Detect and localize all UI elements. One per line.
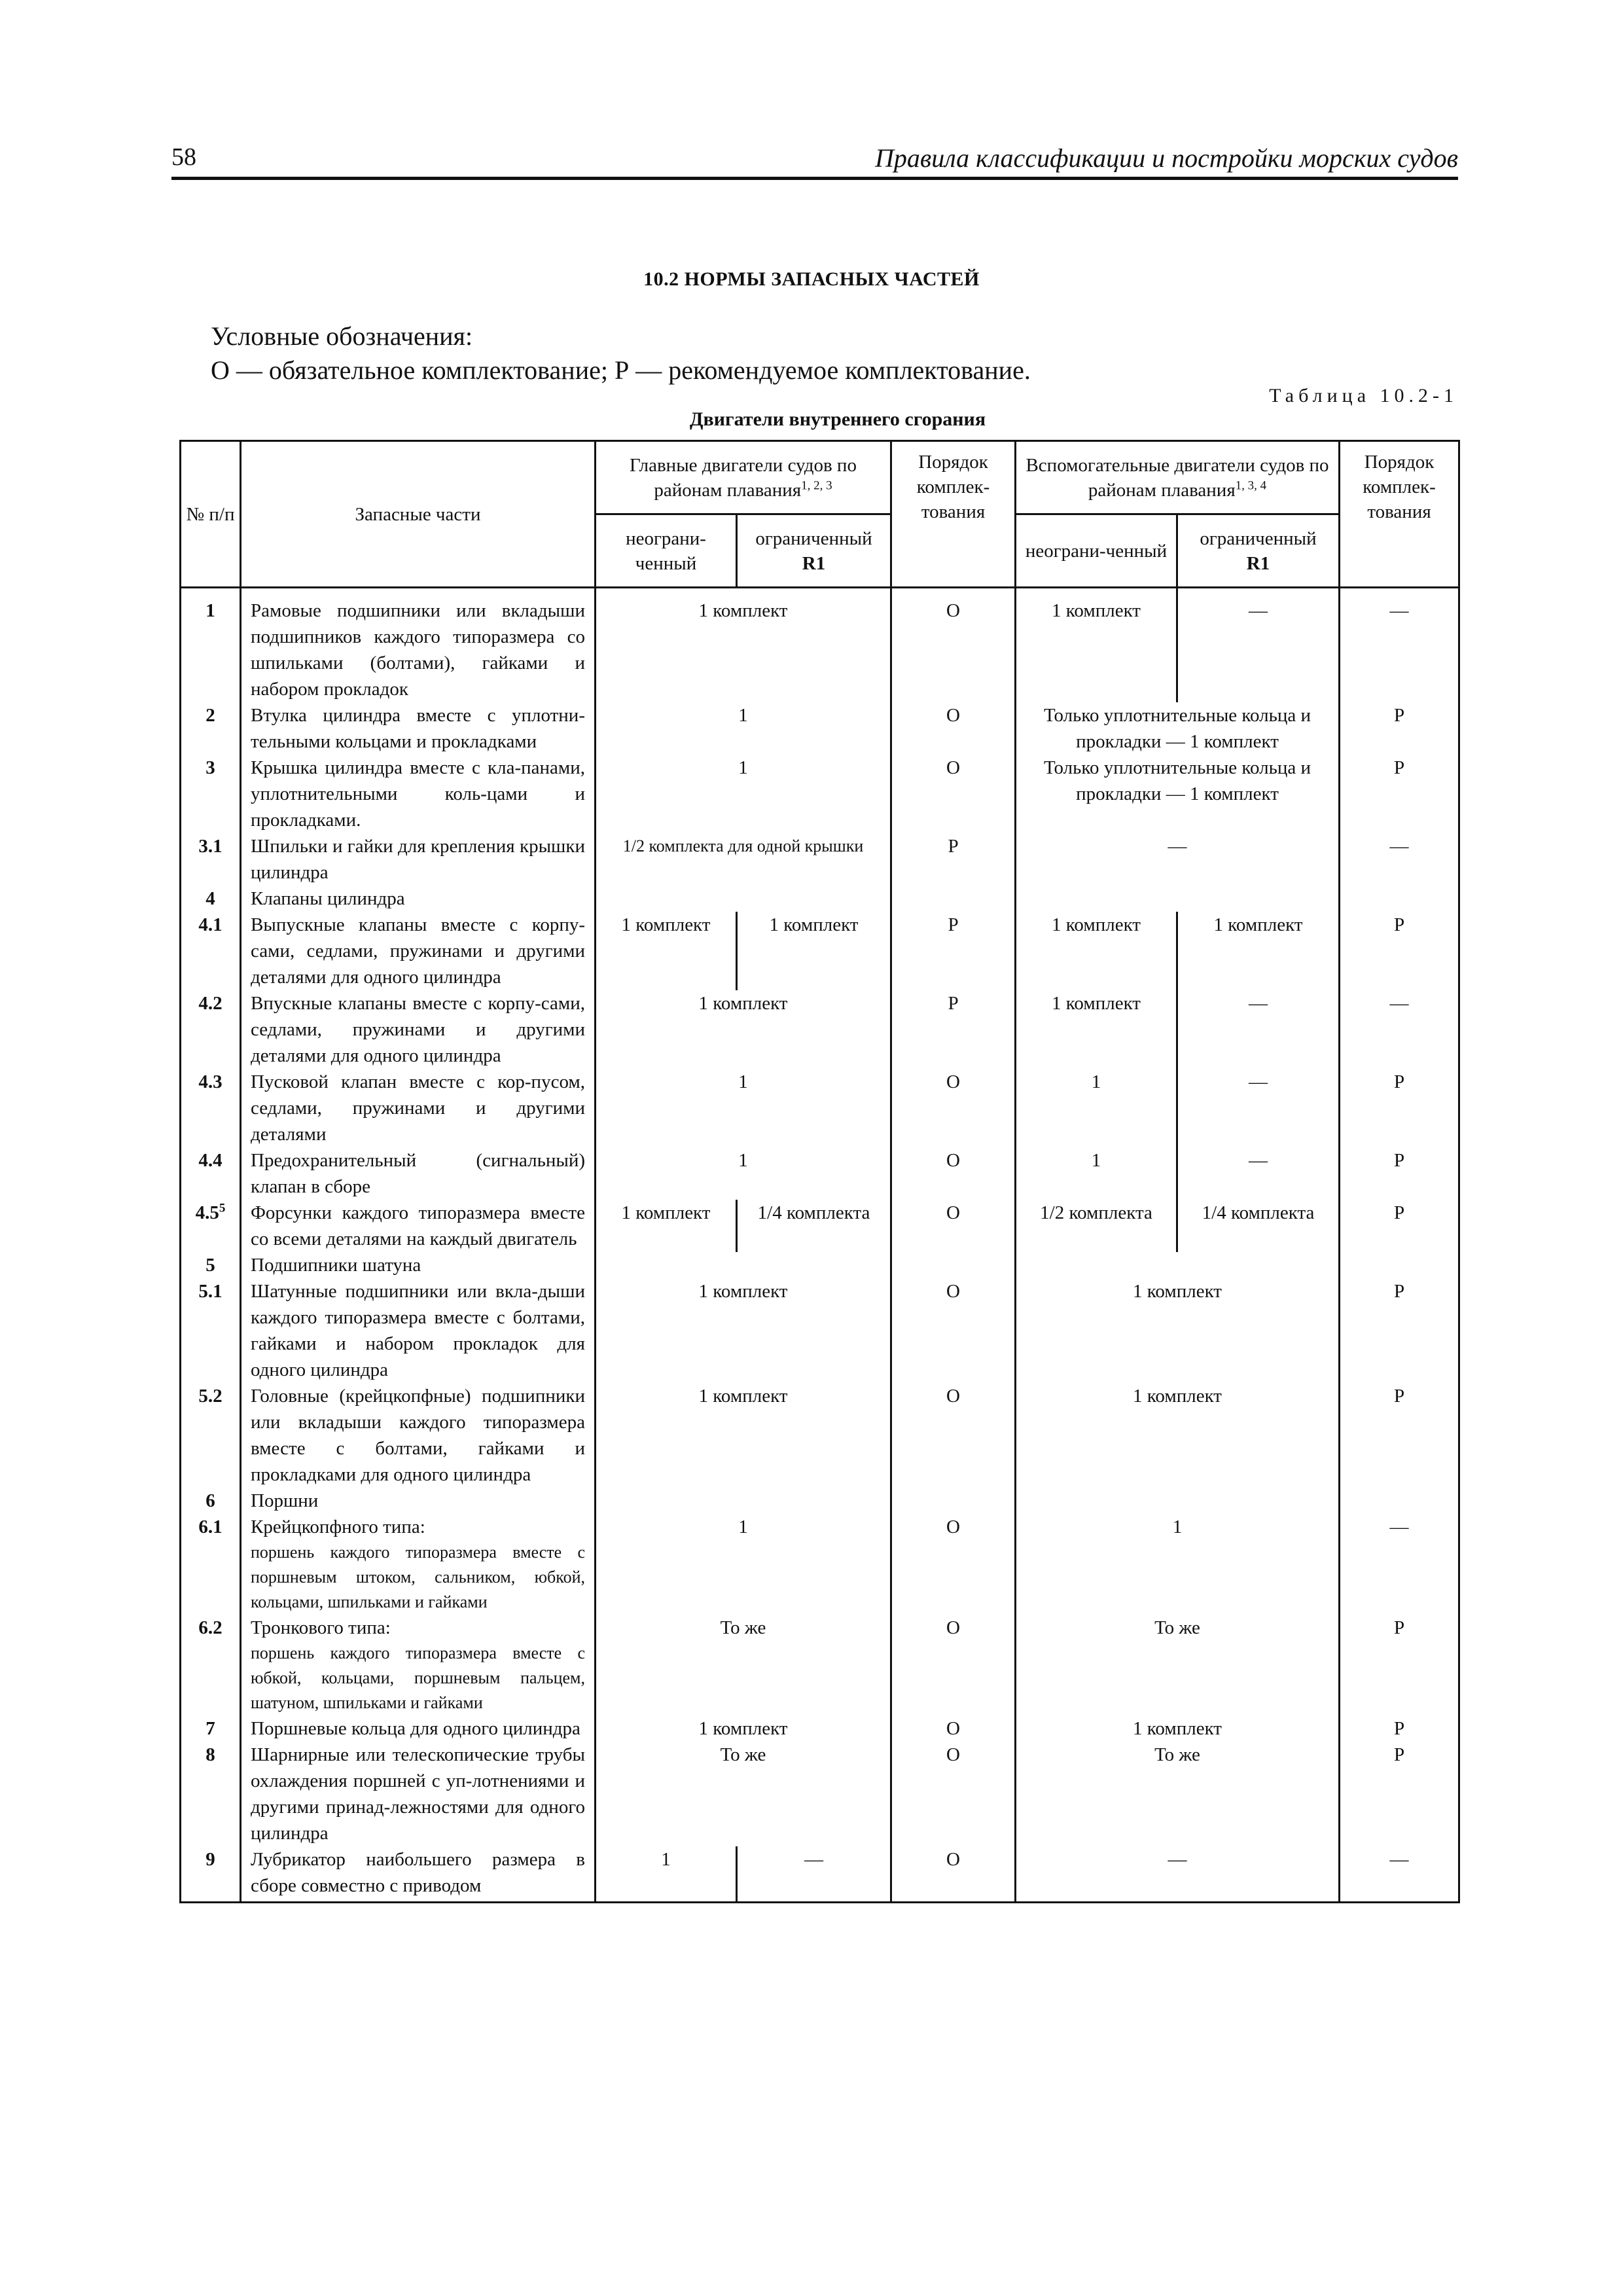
aux-engines-cell: [1016, 886, 1340, 912]
row-number: [181, 1200, 241, 1252]
section-title: 10.2 НОРМЫ ЗАПАСНЫХ ЧАСТЕЙ: [643, 268, 980, 290]
table-row: [181, 833, 1459, 886]
legend-heading: Условные обозначения:: [211, 321, 473, 351]
row-number-text: 6: [205, 1490, 215, 1511]
part-name-text: Тронкового типа:: [251, 1617, 391, 1638]
order-aux-cell: Р: [1340, 1200, 1459, 1252]
aux-engines-cell: 1: [1016, 1514, 1340, 1615]
row-number-text: 3.1: [198, 836, 223, 857]
row-number-text: 4.2: [198, 993, 223, 1014]
row-number-text: 4.3: [198, 1071, 223, 1092]
order-main-cell: О: [891, 1615, 1016, 1715]
part-name: [241, 1715, 596, 1742]
table-row: [181, 990, 1459, 1069]
row-number: [181, 833, 241, 886]
row-number: [181, 912, 241, 990]
part-name-text: Впускные клапаны вместе с корпу-сами, седлами, пружинами и другими деталями для одного цилиндра: [251, 993, 585, 1066]
col-header-aux-limited: [1177, 514, 1340, 588]
table-row: [181, 1615, 1459, 1715]
aux-unlimited-cell: 1: [1016, 1147, 1177, 1200]
main-engines-cell: 1 комплект: [596, 1383, 891, 1488]
main-engines-cell: 1: [596, 1069, 891, 1147]
part-name-text: Крышка цилиндра вместе с кла-панами, уплотнительными коль-цами и прокладками.: [251, 757, 585, 831]
part-name: [241, 702, 596, 755]
part-name-text: Подшипники шатуна: [251, 1255, 421, 1276]
aux-limited-cell: 1/4 комплекта: [1177, 1200, 1340, 1252]
part-name: [241, 990, 596, 1069]
aux-engines-cell: —: [1016, 833, 1340, 886]
order-aux-cell: Р: [1340, 1278, 1459, 1383]
table-row: [181, 755, 1459, 833]
aux-limited-cell: —: [1177, 990, 1340, 1069]
part-name-detail: поршень каждого типоразмера вместе с юбкой, кольцами, поршневым пальцем, шатуном, шпильками и гайками: [251, 1643, 585, 1712]
table-row: [181, 1715, 1459, 1742]
aux-limited-cell: 1 комплект: [1177, 912, 1340, 990]
order-aux-cell: Р: [1340, 1615, 1459, 1715]
table-row: [181, 1200, 1459, 1252]
limited-label: ограниченный: [755, 528, 872, 549]
main-engines-footnotes: 1, 2, 3: [801, 478, 832, 492]
row-number: [181, 588, 241, 703]
row-number: [181, 1488, 241, 1514]
part-name-detail: поршень каждого типоразмера вместе с поршневым штоком, сальником, юбкой, кольцами, шпильками и гайками: [251, 1543, 585, 1611]
order-aux-cell: Р: [1340, 1147, 1459, 1200]
part-name: [241, 755, 596, 833]
row-number-text: 5.2: [198, 1386, 223, 1407]
order-main-cell: [891, 886, 1016, 912]
order-main-cell: О: [891, 702, 1016, 755]
aux-limited-cell: —: [1177, 1069, 1340, 1147]
main-engines-cell: 1 комплект: [596, 1278, 891, 1383]
part-name-text: Лубрикатор наибольшего размера в сборе совместно с приводом: [251, 1849, 585, 1896]
main-engines-cell: 1: [596, 1147, 891, 1200]
row-number-text: 7: [205, 1718, 215, 1739]
aux-unlimited-cell: 1 комплект: [1016, 990, 1177, 1069]
col-header-main-limited: [737, 514, 891, 588]
part-name-text: Клапаны цилиндра: [251, 888, 405, 909]
order-aux-cell: Р: [1340, 1742, 1459, 1846]
order-aux-cell: Р: [1340, 1383, 1459, 1488]
main-engines-cell: 1 комплект: [596, 588, 891, 703]
aux-unlimited-cell: 1: [1016, 1069, 1177, 1147]
part-name: [241, 1278, 596, 1383]
table-row: [181, 1252, 1459, 1278]
col-header-num: № п/п: [181, 441, 241, 588]
aux-engines-cell: Только уплотнительные кольца и прокладки — 1 комплект: [1016, 755, 1340, 833]
main-unlimited-cell: 1 комплект: [596, 1200, 737, 1252]
row-number-text: 5: [205, 1255, 215, 1276]
row-number-text: 4.1: [198, 914, 223, 935]
order-main-cell: О: [891, 1715, 1016, 1742]
col-header-order-aux: Порядок комплек-тования: [1340, 441, 1459, 588]
table-row: [181, 1846, 1459, 1903]
row-number-text: 4.5: [195, 1202, 219, 1223]
order-aux-cell: [1340, 886, 1459, 912]
part-name-text: Рамовые подшипники или вкладыши подшипников каждого типоразмера со шпильками (болтами), гайками и набором прокладок: [251, 600, 585, 700]
col-header-aux-engines: [1016, 441, 1340, 514]
table-label: Таблица 10.2-1: [1269, 385, 1458, 406]
col-header-parts: Запасные части: [241, 441, 596, 588]
row-number: [181, 1383, 241, 1488]
order-main-cell: Р: [891, 912, 1016, 990]
order-main-cell: О: [891, 1278, 1016, 1383]
part-name: [241, 886, 596, 912]
aux-engines-cell: 1 комплект: [1016, 1715, 1340, 1742]
r1-label: R1: [802, 552, 826, 574]
part-name-text: Поршни: [251, 1490, 319, 1511]
row-number-text: 5.1: [198, 1281, 223, 1302]
part-name: [241, 1742, 596, 1846]
part-name-text: Шарнирные или телескопические трубы охлаждения поршней с уп-лотнениями и другими принад-лежностями для одного цилиндра: [251, 1744, 585, 1844]
part-name: [241, 1200, 596, 1252]
r1-label: R1: [1246, 552, 1270, 574]
part-name-text: Шпильки и гайки для крепления крышки цилиндра: [251, 836, 585, 883]
spare-parts-table: [179, 440, 1460, 1903]
part-name-text: Втулка цилиндра вместе с уплотни-тельными кольцами и прокладками: [251, 705, 585, 752]
part-name: [241, 1383, 596, 1488]
row-number-text: 6.1: [198, 1516, 223, 1537]
main-engines-cell: [596, 886, 891, 912]
order-aux-cell: Р: [1340, 702, 1459, 755]
order-aux-cell: Р: [1340, 755, 1459, 833]
row-number: [181, 755, 241, 833]
header-rule: [171, 177, 1458, 180]
row-number-text: 9: [205, 1849, 215, 1870]
order-aux-cell: —: [1340, 588, 1459, 703]
order-main-cell: О: [891, 588, 1016, 703]
part-name-text: Головные (крейцкопфные) подшипники или вкладыши каждого типоразмера вместе с болтами, гайками и прокладками для одного цилиндра: [251, 1386, 585, 1485]
row-number: [181, 1147, 241, 1200]
part-name: [241, 1069, 596, 1147]
aux-limited-cell: —: [1177, 1147, 1340, 1200]
part-name: [241, 1514, 596, 1615]
main-engines-cell: 1: [596, 702, 891, 755]
table-row: [181, 1069, 1459, 1147]
row-number-text: 4.4: [198, 1150, 223, 1171]
aux-engines-cell: 1 комплект: [1016, 1278, 1340, 1383]
row-number: [181, 1742, 241, 1846]
legend-text: О — обязательное комплектование; Р — рекомендуемое комплектование.: [211, 355, 1031, 385]
part-name: [241, 1846, 596, 1903]
aux-engines-cell: 1 комплект: [1016, 1383, 1340, 1488]
order-aux-cell: [1340, 1488, 1459, 1514]
row-number-text: 8: [205, 1744, 215, 1765]
order-aux-cell: Р: [1340, 912, 1459, 990]
row-number: [181, 702, 241, 755]
main-engines-cell: То же: [596, 1615, 891, 1715]
order-main-cell: [891, 1488, 1016, 1514]
table-body: [181, 588, 1459, 1903]
order-aux-cell: —: [1340, 1514, 1459, 1615]
order-aux-cell: —: [1340, 990, 1459, 1069]
order-aux-cell: [1340, 1252, 1459, 1278]
main-engines-cell: 1/2 комплекта для одной крышки: [596, 833, 891, 886]
table-row: [181, 886, 1459, 912]
order-aux-cell: Р: [1340, 1069, 1459, 1147]
table-row: [181, 588, 1459, 703]
order-aux-cell: —: [1340, 833, 1459, 886]
aux-engines-cell: То же: [1016, 1615, 1340, 1715]
row-number-text: 6.2: [198, 1617, 223, 1638]
order-main-cell: О: [891, 1514, 1016, 1615]
part-name-text: Поршневые кольца для одного цилиндра: [251, 1718, 580, 1739]
main-engines-cell: 1: [596, 755, 891, 833]
order-main-cell: [891, 1252, 1016, 1278]
main-unlimited-cell: 1: [596, 1846, 737, 1903]
part-name: [241, 1488, 596, 1514]
aux-unlimited-cell: 1 комплект: [1016, 912, 1177, 990]
table-caption: Двигатели внутреннего сгорания: [689, 408, 986, 430]
table-row: [181, 1383, 1459, 1488]
aux-engines-cell: [1016, 1488, 1340, 1514]
main-engines-cell: 1 комплект: [596, 990, 891, 1069]
row-number: [181, 1715, 241, 1742]
aux-engines-cell: То же: [1016, 1742, 1340, 1846]
page-number: 58: [171, 143, 196, 171]
row-number: [181, 1278, 241, 1383]
row-number: [181, 886, 241, 912]
main-engines-cell: [596, 1488, 891, 1514]
col-header-main-engines: [596, 441, 891, 514]
col-header-main-unlimited: неограни-ченный: [596, 514, 737, 588]
aux-engines-cell: [1016, 1252, 1340, 1278]
row-number: [181, 1069, 241, 1147]
order-main-cell: О: [891, 1383, 1016, 1488]
aux-engines-cell: Только уплотнительные кольца и прокладки — 1 комплект: [1016, 702, 1340, 755]
col-header-order-main: Порядок комплек-тования: [891, 441, 1016, 588]
row-number: [181, 1615, 241, 1715]
col-header-aux-unlimited: неограни-ченный: [1016, 514, 1177, 588]
order-main-cell: О: [891, 1846, 1016, 1903]
main-limited-cell: —: [737, 1846, 891, 1903]
order-main-cell: Р: [891, 833, 1016, 886]
main-engines-cell: 1 комплект: [596, 1715, 891, 1742]
part-name: [241, 912, 596, 990]
aux-engines-footnotes: 1, 3, 4: [1235, 478, 1267, 492]
row-number-footnote: 5: [219, 1201, 226, 1215]
legend: [211, 319, 1031, 387]
main-limited-cell: 1 комплект: [737, 912, 891, 990]
part-name-text: Предохранительный (сигнальный) клапан в сборе: [251, 1150, 585, 1197]
order-main-cell: О: [891, 1200, 1016, 1252]
order-main-cell: О: [891, 1742, 1016, 1846]
part-name: [241, 833, 596, 886]
part-name-text: Форсунки каждого типоразмера вместе со всеми деталями на каждый двигатель: [251, 1202, 585, 1249]
row-number-text: 2: [205, 705, 215, 726]
row-number: [181, 990, 241, 1069]
order-main-cell: О: [891, 755, 1016, 833]
aux-engines-label: Вспомогательные двигатели судов по районам плавания: [1026, 454, 1329, 501]
main-limited-cell: 1/4 комплекта: [737, 1200, 891, 1252]
aux-engines-cell: —: [1016, 1846, 1340, 1903]
part-name-text: Шатунные подшипники или вкла-дыши каждого типоразмера вместе с болтами, гайками и набором прокладок для одного цилиндра: [251, 1281, 585, 1380]
row-number-text: 4: [205, 888, 215, 909]
row-number-text: 3: [205, 757, 215, 778]
main-engines-cell: То же: [596, 1742, 891, 1846]
part-name: [241, 588, 596, 703]
running-title: Правила классификации и постройки морских судов: [874, 143, 1458, 173]
row-number: [181, 1846, 241, 1903]
part-name: [241, 1147, 596, 1200]
part-name: [241, 1615, 596, 1715]
order-main-cell: О: [891, 1069, 1016, 1147]
table-row: [181, 1147, 1459, 1200]
main-unlimited-cell: 1 комплект: [596, 912, 737, 990]
table-row: [181, 1278, 1459, 1383]
part-name-text: Выпускные клапаны вместе с корпу-сами, седлами, пружинами и другими деталями для одного цилиндра: [251, 914, 585, 988]
order-main-cell: О: [891, 1147, 1016, 1200]
order-aux-cell: Р: [1340, 1715, 1459, 1742]
aux-unlimited-cell: 1 комплект: [1016, 588, 1177, 703]
order-main-cell: Р: [891, 990, 1016, 1069]
table-row: [181, 1742, 1459, 1846]
main-engines-label: Главные двигатели судов по районам плавания: [630, 454, 857, 501]
row-number: [181, 1252, 241, 1278]
main-engines-cell: 1: [596, 1514, 891, 1615]
aux-limited-cell: —: [1177, 588, 1340, 703]
limited-label: ограниченный: [1200, 528, 1317, 549]
aux-unlimited-cell: 1/2 комплекта: [1016, 1200, 1177, 1252]
part-name-text: Пусковой клапан вместе с кор-пусом, седлами, пружинами и другими деталями: [251, 1071, 585, 1145]
table-row: [181, 702, 1459, 755]
table-row: [181, 912, 1459, 990]
table-row: [181, 1488, 1459, 1514]
part-name: [241, 1252, 596, 1278]
table-row: [181, 1514, 1459, 1615]
main-engines-cell: [596, 1252, 891, 1278]
row-number: [181, 1514, 241, 1615]
row-number-text: 1: [205, 600, 215, 621]
part-name-text: Крейцкопфного типа:: [251, 1516, 425, 1537]
order-aux-cell: —: [1340, 1846, 1459, 1903]
